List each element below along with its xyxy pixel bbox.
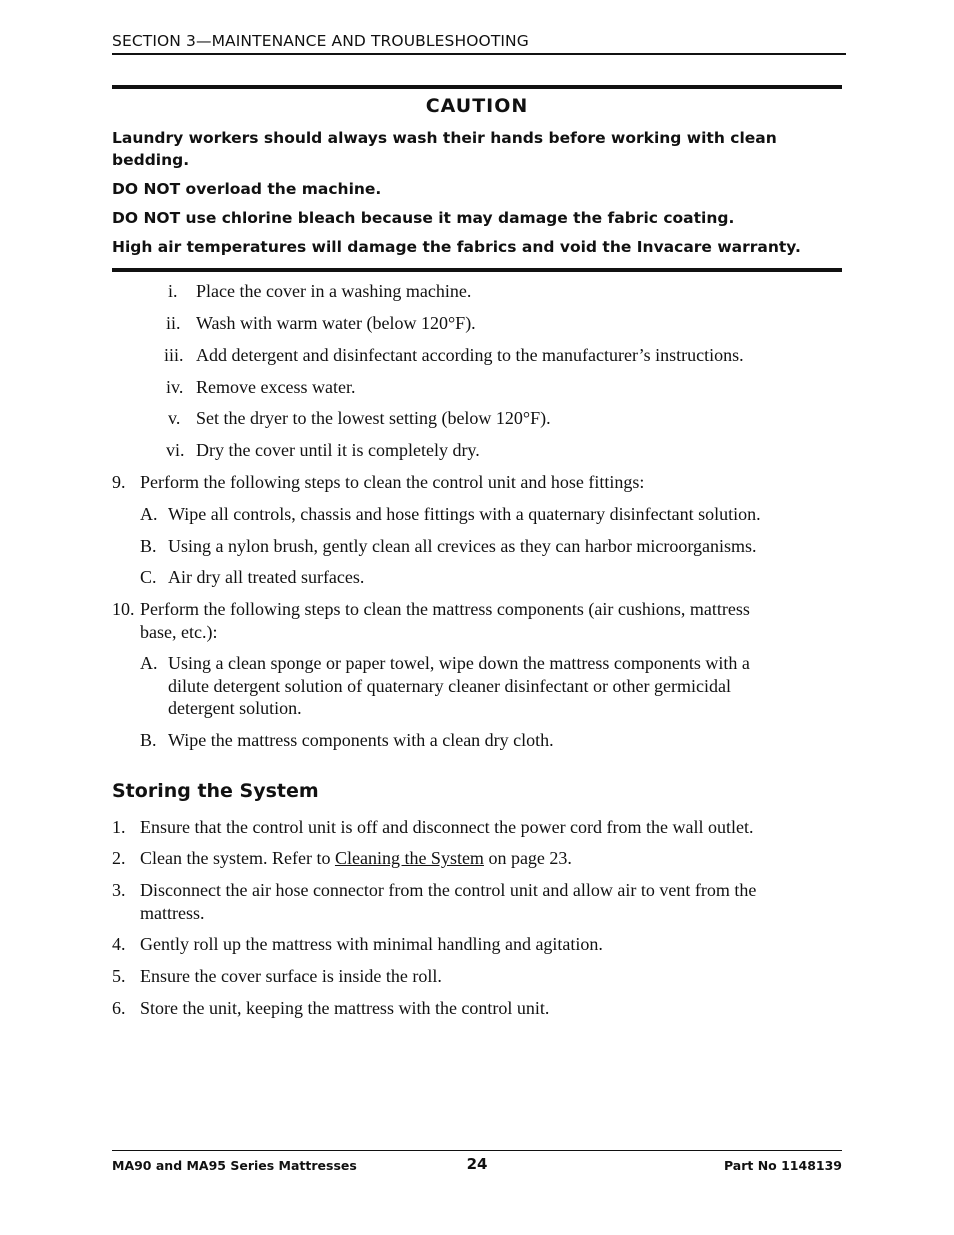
substep-letter: B. — [140, 536, 157, 556]
step-text: Perform the following steps to clean the control unit and hose fittings: — [140, 472, 645, 492]
substep-text: Wipe the mattress components with a clean dry cloth. — [168, 730, 554, 750]
caution-box — [112, 85, 842, 272]
step-number: 2. — [112, 848, 126, 868]
substep-letter: B. — [140, 730, 157, 750]
caution-title: CAUTION — [425, 95, 529, 117]
wash-step-text: Place the cover in a washing machine. — [196, 281, 472, 301]
step-text: Gently roll up the mattress with minimal handling and agitation. — [140, 934, 603, 954]
step-text: base, etc.): — [140, 622, 218, 642]
substep-letter: C. — [140, 567, 157, 587]
step-number: 3. — [112, 880, 126, 900]
substep-letter: A. — [140, 504, 158, 524]
step-text-before: Clean the system. Refer to — [140, 848, 335, 868]
caution-line: High air temperatures will damage the fabrics and void the Invacare warranty. — [112, 238, 801, 256]
footer-product-name: MA90 and MA95 Series Mattresses — [112, 1158, 357, 1173]
footer-part-number: Part No 1148139 — [723, 1158, 842, 1173]
wash-step-number: iv. — [166, 377, 184, 397]
step-text: Store the unit, keeping the mattress with the control unit. — [140, 998, 550, 1018]
storing-heading: Storing the System — [112, 780, 319, 802]
wash-step-number: vi. — [166, 440, 185, 460]
substep-text: Air dry all treated surfaces. — [168, 567, 365, 587]
wash-step-number: v. — [168, 408, 181, 428]
step-number: 4. — [112, 934, 126, 954]
step-text-after: on page 23. — [483, 848, 572, 868]
step-text: Perform the following steps to clean the mattress components (air cushions, mattress — [140, 599, 750, 619]
step-text: Disconnect the air hose connector from the control unit and allow air to vent from the — [140, 880, 757, 900]
substep-text: Wipe all controls, chassis and hose fittings with a quaternary disinfectant solution. — [168, 504, 761, 524]
wash-step-text: Add detergent and disinfectant according to the manufacturer’s instructions. — [196, 345, 744, 365]
step-text: mattress. — [140, 903, 205, 923]
wash-step-text: Wash with warm water (below 120°F). — [196, 313, 476, 333]
caution-line: Laundry workers should always wash their hands before working with clean bedding. — [112, 129, 777, 169]
substep-text: dilute detergent solution of quaternary cleaner disinfectant or other germicidal — [168, 676, 731, 696]
step-number: 6. — [112, 998, 126, 1018]
caution-line: DO NOT overload the machine. — [112, 180, 382, 198]
caution-line: DO NOT use chlorine bleach because it may damage the fabric coating. — [112, 209, 735, 227]
substep-text: Using a nylon brush, gently clean all crevices as they can harbor microorganisms. — [168, 536, 757, 556]
step-number: 9. — [112, 472, 126, 492]
step-text — [140, 847, 572, 870]
cleaning-the-system-link[interactable]: Cleaning the System — [334, 848, 484, 868]
page-number: 24 — [466, 1155, 488, 1173]
wash-step-number: i. — [168, 281, 178, 301]
wash-step-text: Remove excess water. — [196, 377, 356, 397]
substep-letter: A. — [140, 653, 158, 673]
wash-step-text: Dry the cover until it is completely dry. — [196, 440, 480, 460]
wash-step-text: Set the dryer to the lowest setting (below 120°F). — [196, 408, 551, 428]
step-text: Ensure that the control unit is off and disconnect the power cord from the wall outlet. — [140, 817, 754, 837]
substep-text: Using a clean sponge or paper towel, wipe down the mattress components with a — [168, 653, 750, 673]
substep-text: detergent solution. — [168, 698, 302, 718]
wash-step-number: iii. — [164, 345, 184, 365]
step-number: 10. — [112, 599, 135, 619]
section-header: SECTION 3—MAINTENANCE AND TROUBLESHOOTING — [112, 32, 846, 55]
wash-step-number: ii. — [166, 313, 181, 333]
page-footer — [112, 1150, 842, 1173]
step-number: 1. — [112, 817, 126, 837]
step-text: Ensure the cover surface is inside the roll. — [140, 966, 442, 986]
step-number: 5. — [112, 966, 126, 986]
